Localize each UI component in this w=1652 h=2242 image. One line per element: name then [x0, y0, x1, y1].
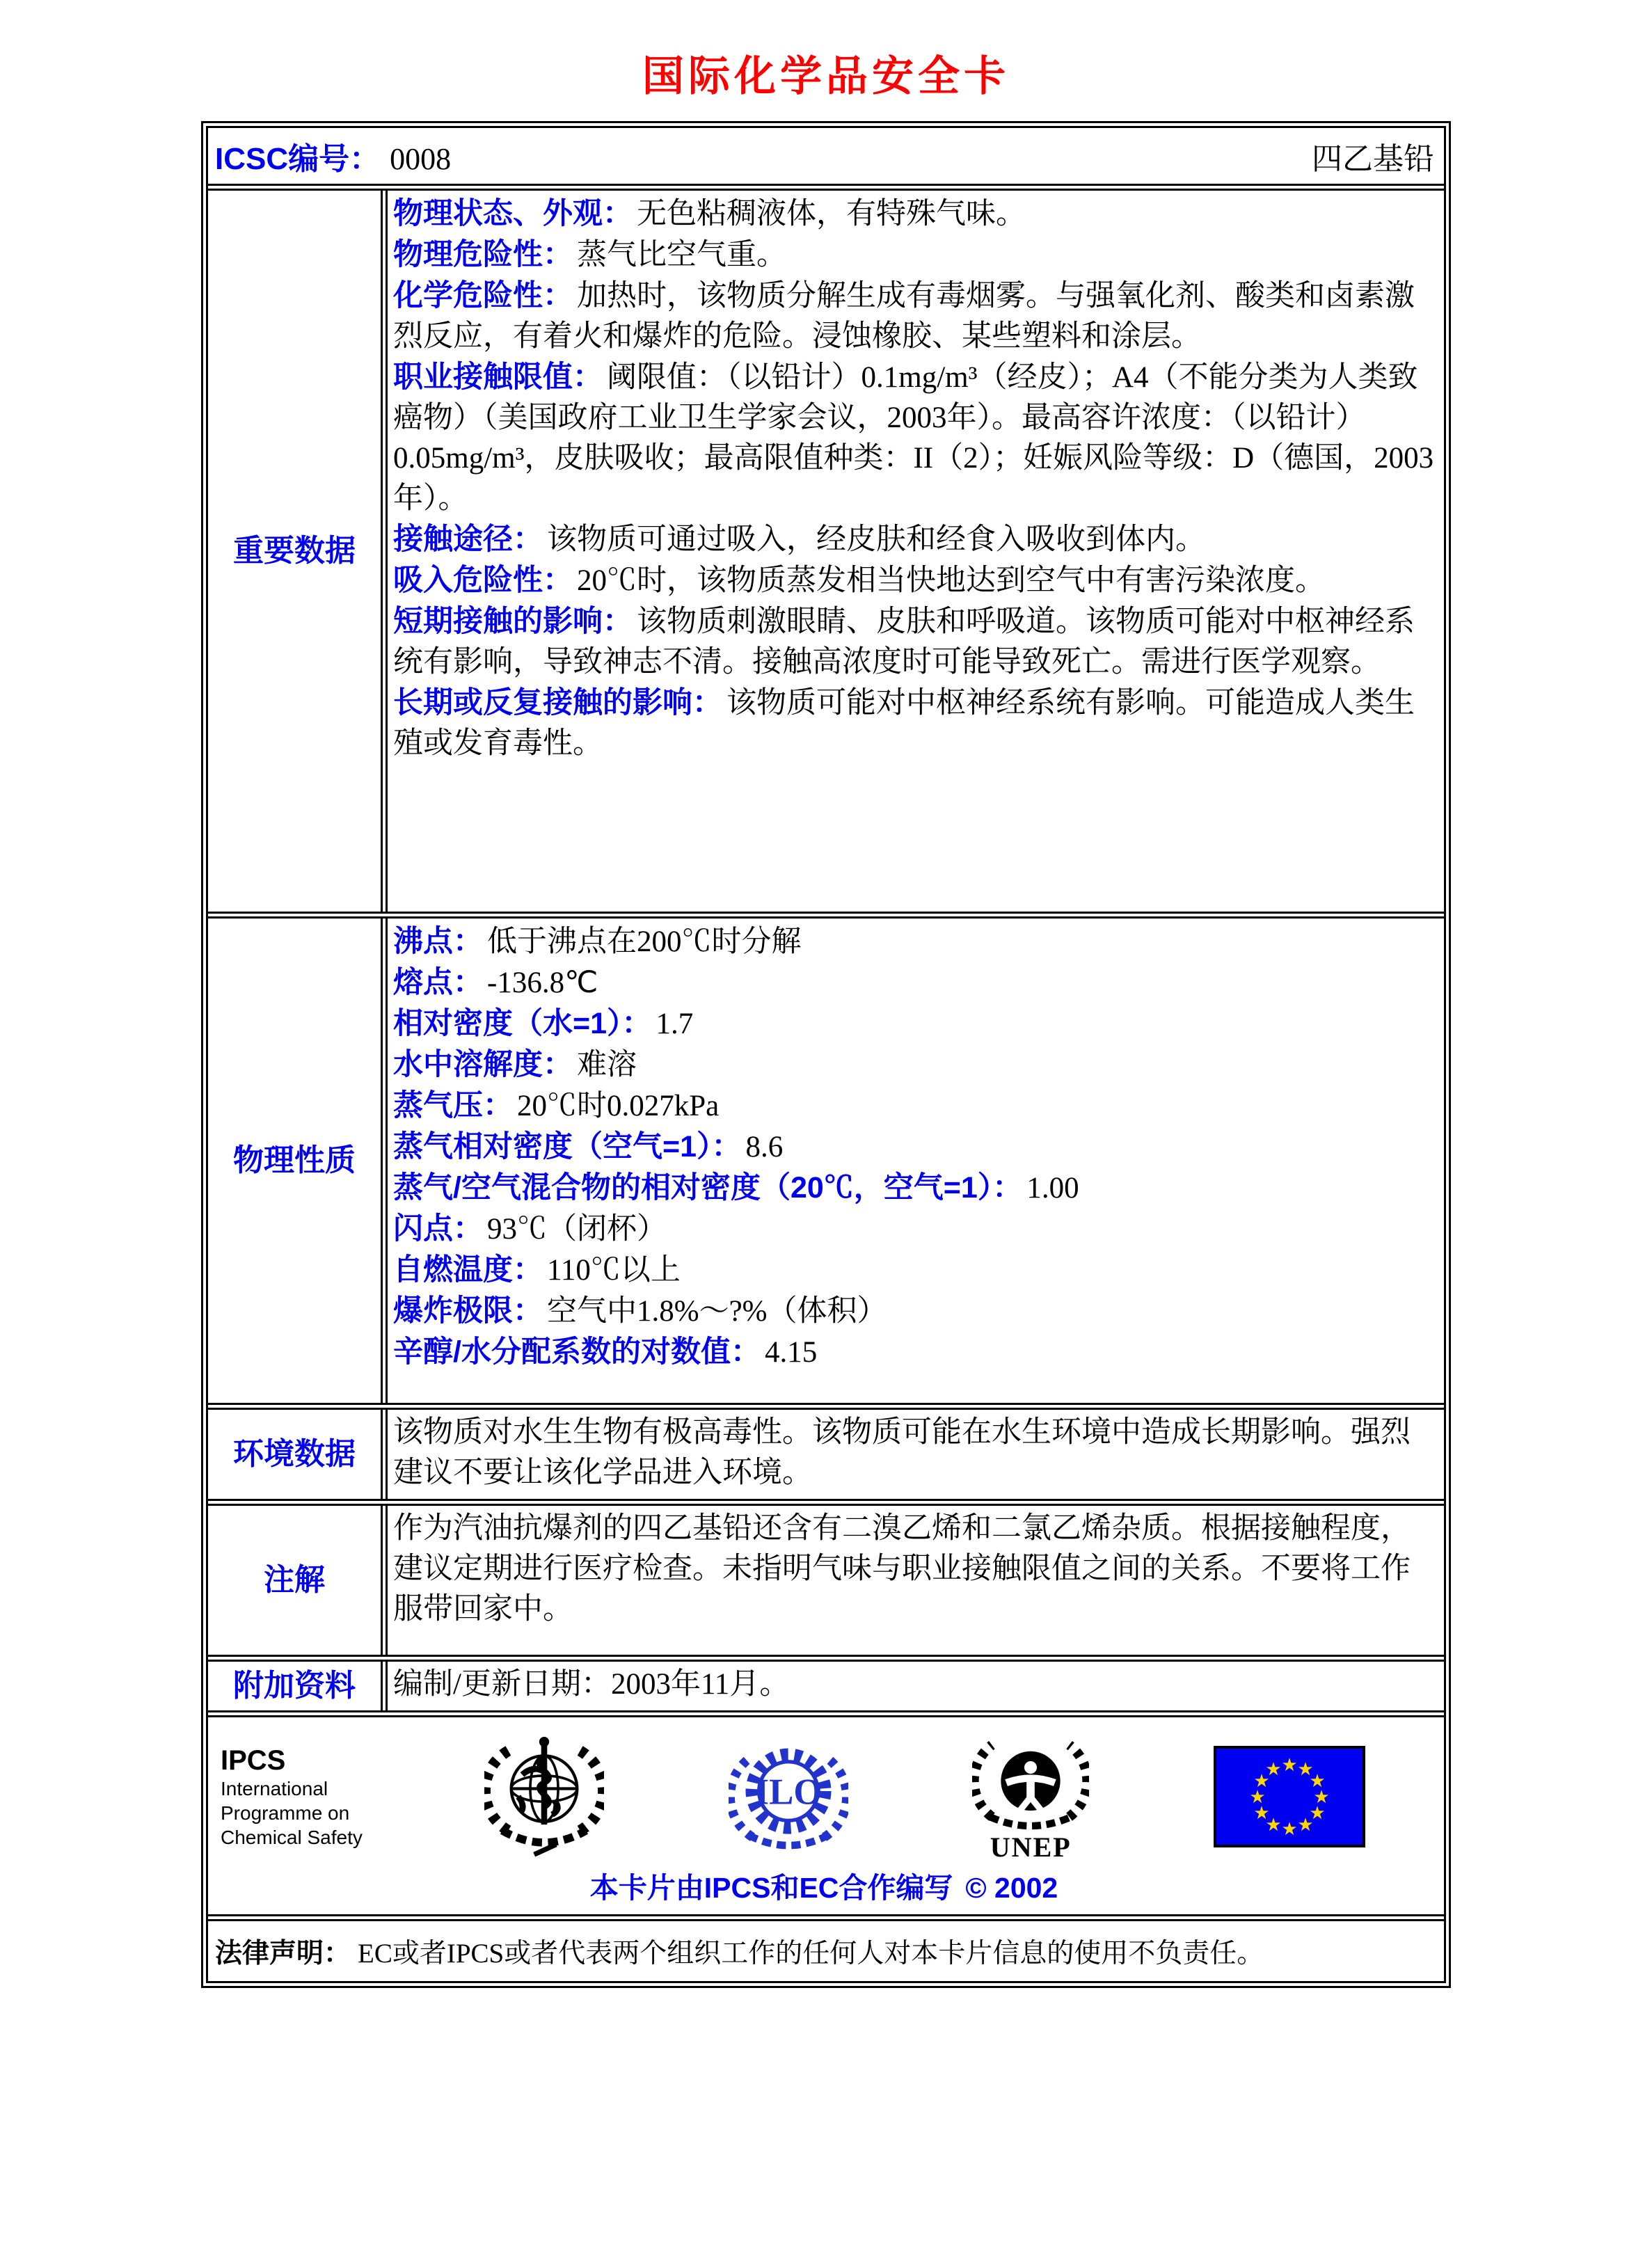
data-line: 物理状态、外观： 无色粘稠液体，有特殊气味。 — [393, 197, 1026, 230]
property-line: 沸点： 低于沸点在200℃时分解 — [393, 925, 802, 958]
svg-text:★: ★ — [1297, 1759, 1314, 1780]
svg-text:★: ★ — [1297, 1815, 1314, 1836]
important-data-content — [388, 191, 1444, 912]
property-line: 相对密度（水=1）： 1.7 — [393, 1007, 694, 1040]
data-line: 职业接触限值： 阈限值：（以铅计）0.1mg/m³（经皮）；A4（不能分类为人类致癌物）（美国政府工业卫生学家会议，2003年）。最高容许浓度：（以铅计）0.05mg/m³，皮肤吸收；最高限值种类：II（2）；妊娠风险等级：D（德国，2003年）。 — [393, 360, 1434, 515]
unep-logo-icon — [972, 1731, 1089, 1863]
physical-properties-content — [388, 919, 1444, 1403]
section-label-notes: 注解 — [264, 1563, 325, 1597]
org-logos — [422, 1728, 1427, 1865]
section-label-cell — [208, 1662, 388, 1710]
section-physical-properties — [208, 912, 1444, 1403]
section-label-cell — [208, 1506, 388, 1655]
ilo-letters: ILO — [754, 1772, 823, 1813]
property-line: 蒸气压： 20℃时0.027kPa — [393, 1089, 720, 1122]
icsc-card-table — [201, 121, 1451, 1988]
svg-text:★: ★ — [1249, 1787, 1266, 1808]
ipcs-line: Programme on — [221, 1802, 350, 1824]
credit-line — [221, 1865, 1427, 1909]
svg-text:★: ★ — [1281, 1819, 1298, 1840]
svg-text:★: ★ — [1265, 1759, 1282, 1780]
section-label-physical: 物理性质 — [233, 1143, 356, 1177]
logos-strip — [221, 1728, 1427, 1865]
section-label-additional: 附加资料 — [233, 1669, 356, 1703]
environmental-data-content — [388, 1410, 1444, 1499]
data-line: 该物质对水生生物有极高毒性。该物质可能在水生环境中造成长期影响。强烈建议不要让该化学品进入环境。 — [393, 1416, 1411, 1489]
page-title: 国际化学品安全卡 — [642, 54, 1010, 100]
data-line: 化学危险性： 加热时，该物质分解生成有毒烟雾。与强氧化剂、酸类和卤素激烈反应，有着火和爆炸的危险。浸蚀橡胶、某些塑料和涂层。 — [393, 279, 1415, 353]
icsc-number-label: ICSC编号： — [215, 142, 381, 176]
property-line: 蒸气相对密度（空气=1）： 8.6 — [393, 1130, 784, 1163]
data-line: 编制/更新日期：2003年11月。 — [393, 1668, 790, 1701]
svg-text:★: ★ — [1253, 1771, 1270, 1792]
section-label-cell — [208, 191, 388, 912]
unep-letters: UNEP — [990, 1831, 1072, 1863]
additional-info-content — [388, 1662, 1444, 1710]
section-label-important: 重要数据 — [233, 534, 356, 568]
data-line: 接触途径： 该物质可通过吸入，经皮肤和经食入吸收到体内。 — [393, 523, 1205, 556]
icsc-number-group — [215, 134, 451, 178]
notes-content — [388, 1506, 1444, 1655]
ipcs-acronym: IPCS — [221, 1744, 286, 1776]
svg-text:★: ★ — [1253, 1803, 1270, 1824]
copyright-text: © 2002 — [965, 1872, 1058, 1904]
credit-text: 本卡片由IPCS和EC合作编写 — [589, 1872, 953, 1904]
section-important-data — [208, 184, 1444, 912]
chemical-name: 四乙基铅 — [1312, 142, 1434, 176]
property-line: 辛醇/水分配系数的对数值： 4.15 — [393, 1335, 818, 1369]
data-line: 物理危险性： 蒸气比空气重。 — [393, 238, 786, 271]
header-row — [208, 128, 1444, 184]
data-line: 作为汽油抗爆剂的四乙基铅还含有二溴乙烯和二氯乙烯杂质。根据接触程度，建议定期进行医疗检查。未指明气味与职业接触限值之间的关系。不要将工作服带回家中。 — [393, 1512, 1411, 1625]
section-label-cell — [208, 1410, 388, 1499]
property-line: 闪点： 93℃（闭杯） — [393, 1212, 667, 1246]
legal-notice-text: EC或者IPCS或者代表两个组织工作的任何人对本卡片信息的使用不负责任。 — [358, 1939, 1264, 1969]
property-line: 水中溶解度： 难溶 — [393, 1048, 637, 1081]
legal-notice-label: 法律声明： — [215, 1939, 351, 1969]
ipcs-line: International — [221, 1777, 328, 1799]
ilo-logo-icon — [729, 1734, 848, 1859]
legal-notice-row — [208, 1914, 1444, 1981]
svg-text:★: ★ — [1309, 1803, 1326, 1824]
property-line: 熔点： -136.8℃ — [393, 966, 598, 999]
data-line: 短期接触的影响： 该物质刺激眼睛、皮肤和呼吸道。该物质可能对中枢神经系统有影响，导致神志不清。接触高浓度时可能导致死亡。需进行医学观察。 — [393, 605, 1415, 678]
svg-text:★: ★ — [1309, 1771, 1326, 1792]
data-line: 吸入危险性： 20℃时，该物质蒸发相当快地达到空气中有害污染浓度。 — [393, 564, 1325, 597]
section-label-environment: 环境数据 — [233, 1437, 356, 1471]
who-logo-icon — [484, 1728, 604, 1865]
section-environmental-data — [208, 1403, 1444, 1499]
svg-text:★: ★ — [1281, 1755, 1298, 1776]
section-notes — [208, 1499, 1444, 1655]
organizations-row — [208, 1710, 1444, 1914]
property-line: 自燃温度： 110℃以上 — [393, 1253, 681, 1287]
ipcs-text-block — [221, 1744, 422, 1850]
section-additional-info — [208, 1655, 1444, 1710]
property-line: 爆炸极限： 空气中1.8%～?%（体积） — [393, 1294, 887, 1328]
property-line: 蒸气/空气混合物的相对密度（20℃，空气=1）： 1.00 — [393, 1171, 1079, 1205]
section-label-cell — [208, 919, 388, 1403]
icsc-number-value: 0008 — [390, 142, 452, 176]
eu-flag-icon — [1214, 1746, 1365, 1847]
data-line: 长期或反复接触的影响： 该物质可能对中枢神经系统有影响。可能造成人类生殖或发育毒性。 — [393, 686, 1415, 760]
svg-text:★: ★ — [1313, 1787, 1330, 1808]
svg-text:★: ★ — [1265, 1815, 1282, 1836]
ipcs-line: Chemical Safety — [221, 1826, 363, 1848]
